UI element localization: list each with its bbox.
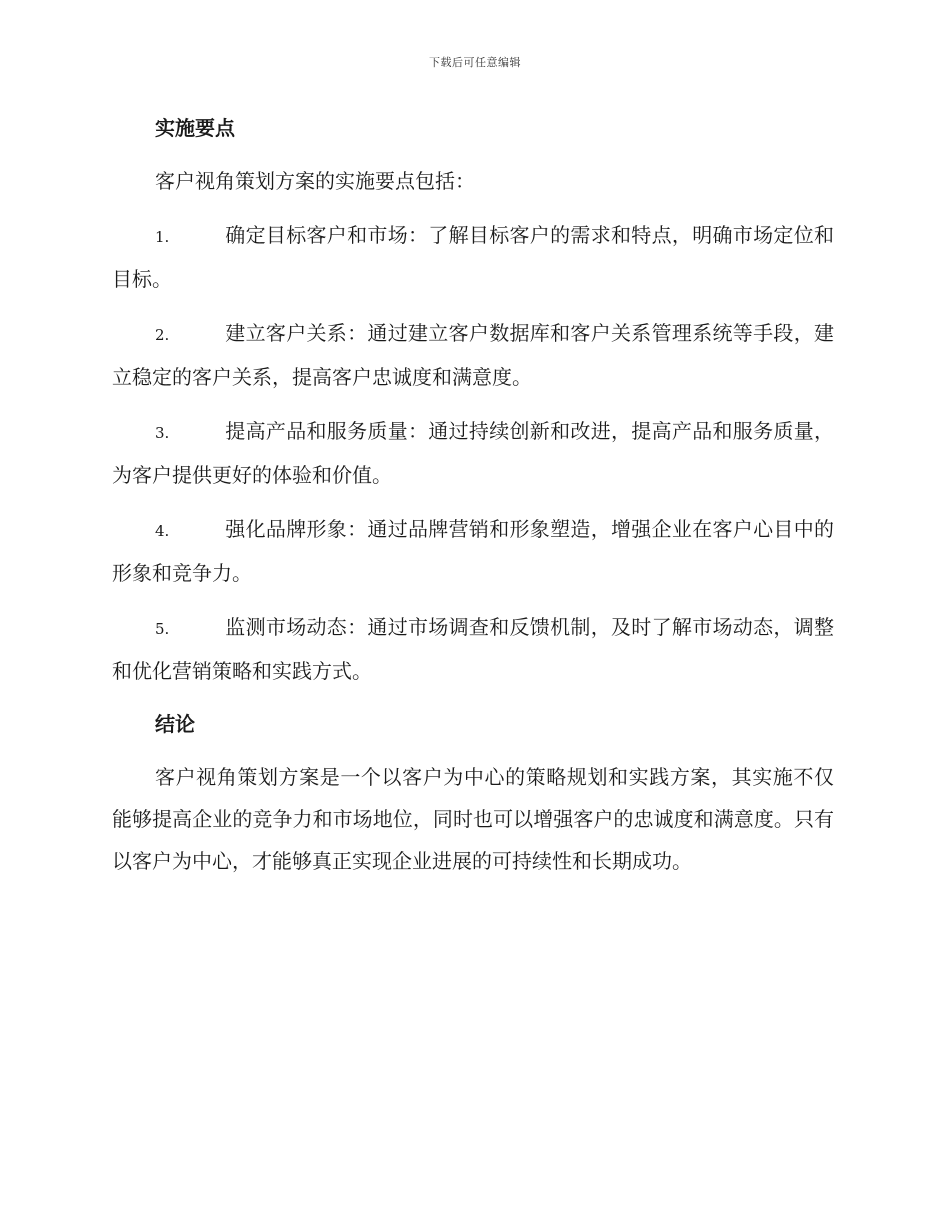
list-item (112, 606, 834, 692)
list-item-text: 监测市场动态：通过市场调查和反馈机制，及时了解市场动态，调整和优化营销策略和实践方式。 (112, 615, 834, 683)
conclusion-paragraph: 客户视角策划方案是一个以客户为中心的策略规划和实践方案，其实施不仅能够提高企业的竞争力和市场地位，同时也可以增强客户的忠诚度和满意度。只有以客户为中心，才能够真正实现企业进展的可持续性和长期成功。 (112, 765, 834, 873)
list-item-text: 强化品牌形象：通过品牌营销和形象塑造，增强企业在客户心目中的形象和竞争力。 (112, 517, 834, 585)
page-header-note: 下载后可任意编辑 (429, 56, 521, 69)
list-item (112, 312, 834, 398)
list-item (112, 508, 834, 594)
list-item-text: 建立客户关系：通过建立客户数据库和客户关系管理系统等手段，建立稳定的客户关系，提高客户忠诚度和满意度。 (112, 321, 834, 389)
list-item-text: 确定目标客户和市场：了解目标客户的需求和特点，明确市场定位和目标。 (112, 223, 834, 291)
section-heading-implementation: 实施要点 (155, 116, 235, 140)
list-item (112, 410, 834, 496)
list-item-number: 3. (155, 424, 170, 442)
list-item-number: 1. (155, 228, 170, 246)
section-intro-paragraph: 客户视角策划方案的实施要点包括： (155, 169, 475, 193)
list-item (112, 214, 834, 300)
list-item-number: 4. (155, 522, 170, 540)
list-item-number: 2. (155, 326, 170, 344)
list-item-number: 5. (155, 620, 170, 638)
document-content (112, 108, 834, 882)
list-item-text: 提高产品和服务质量：通过持续创新和改进，提高产品和服务质量，为客户提供更好的体验和价值。 (112, 419, 834, 487)
section-heading-conclusion: 结论 (155, 712, 195, 736)
